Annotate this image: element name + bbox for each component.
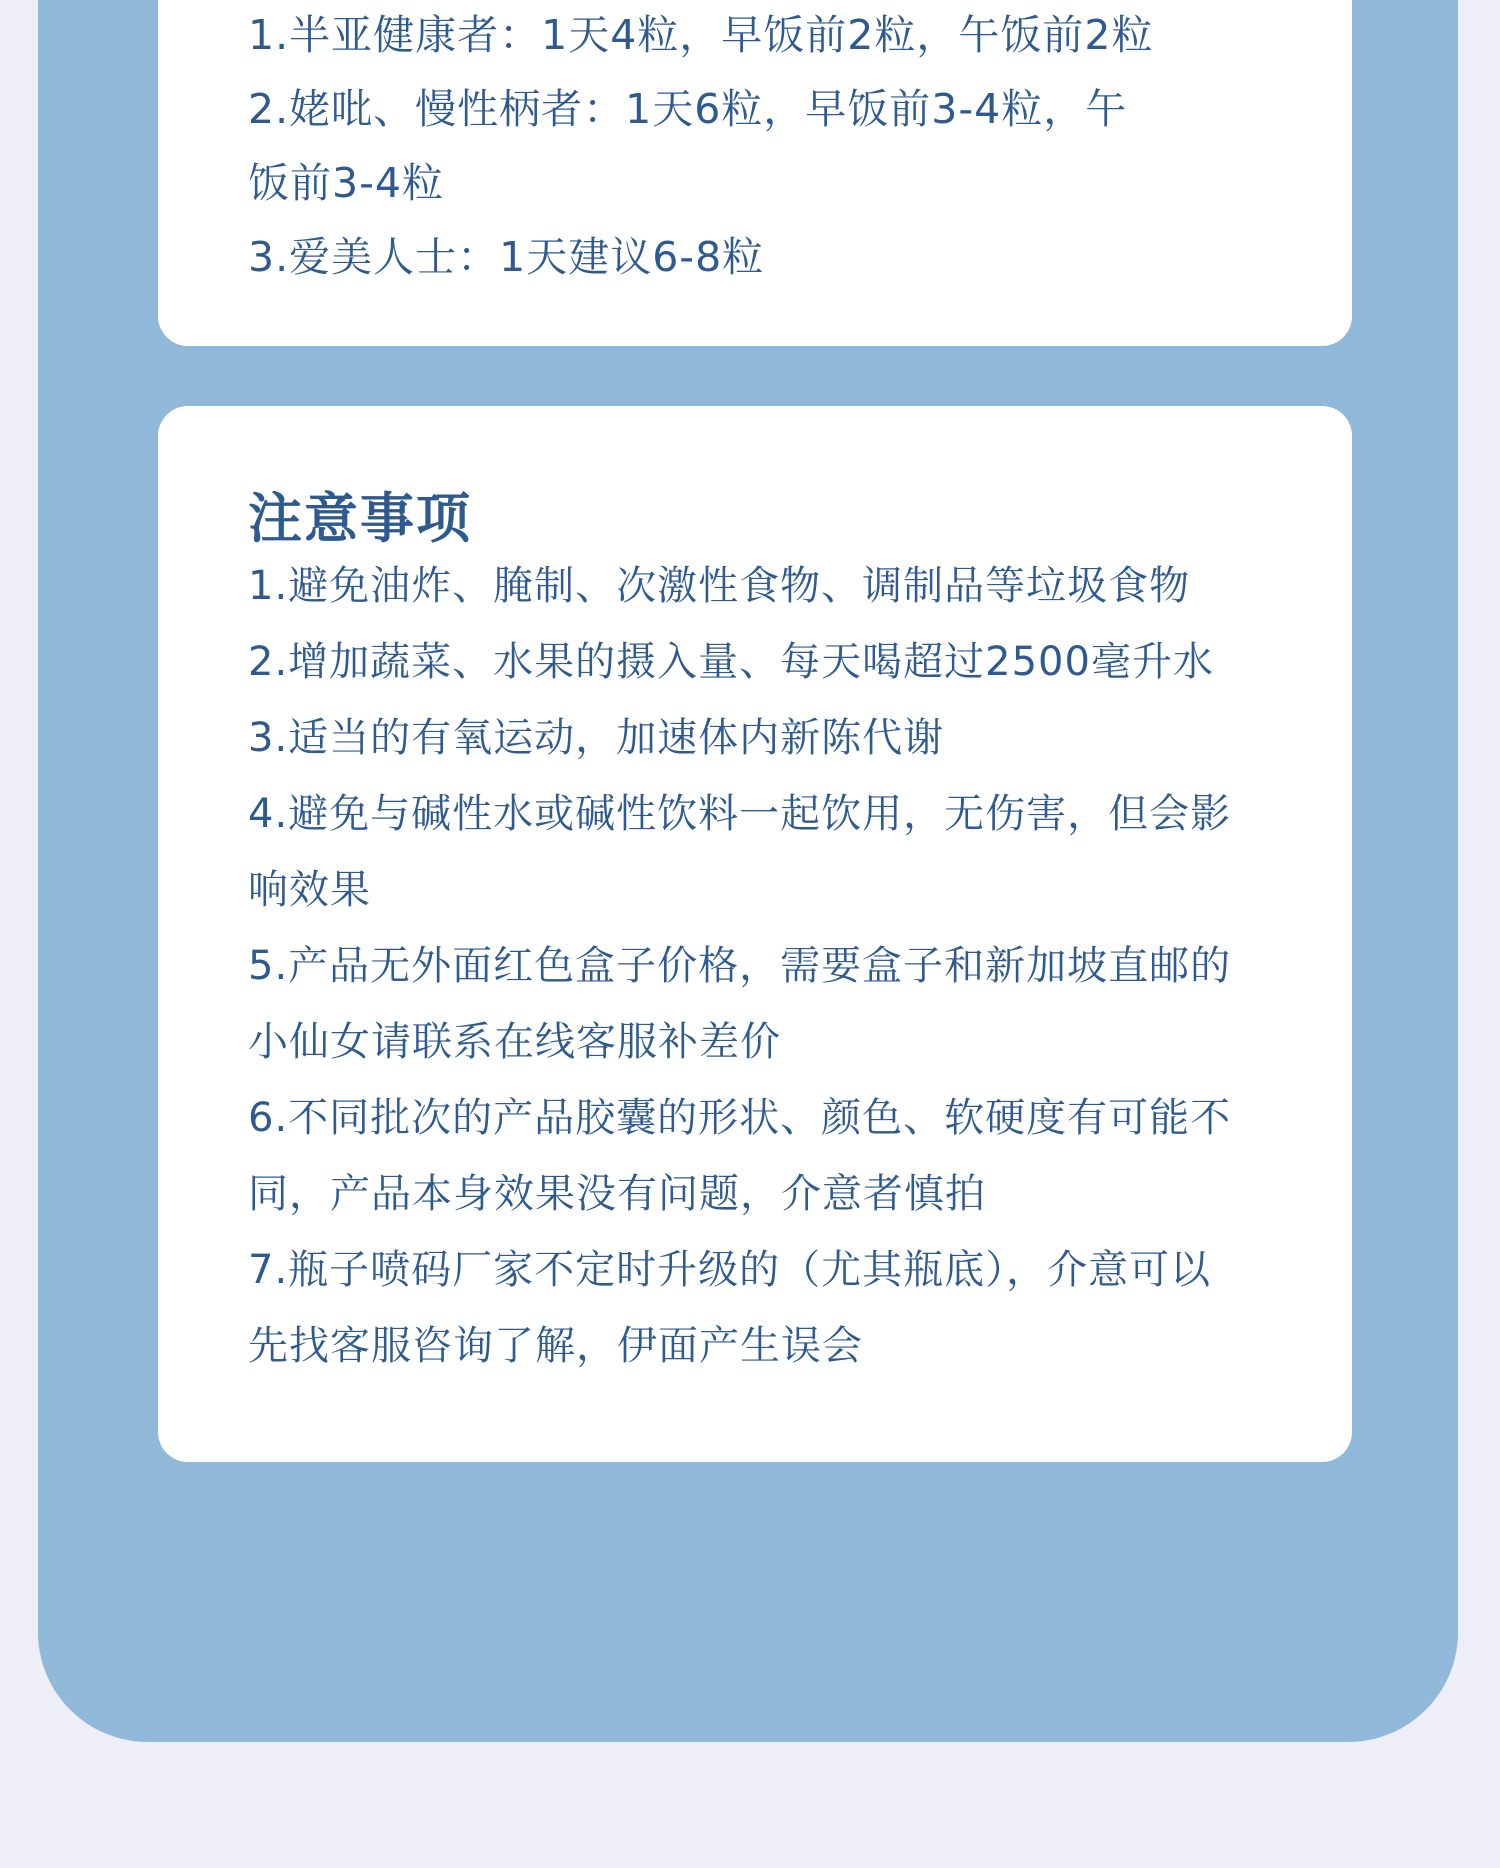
notes-title: 注意事项	[248, 487, 472, 550]
note-line: 4.避免与碱性水或碱性饮料一起饮用，无伤害，但会影	[248, 791, 1232, 837]
note-line: 2.增加蔬菜、水果的摄入量、每天喝超过2500毫升水	[248, 639, 1214, 685]
usage-line: 饭前3-4粒	[248, 159, 444, 207]
usage-list	[248, 0, 1308, 294]
notes-list	[248, 548, 1308, 1384]
usage-card	[158, 0, 1352, 346]
notes-card	[158, 406, 1352, 1462]
note-line: 同，产品本身效果没有问题，介意者慎拍	[248, 1171, 986, 1217]
usage-line: 2.姥吡、慢性柄者：1天6粒，早饭前3-4粒，午	[248, 85, 1128, 133]
note-line: 6.不同批次的产品胶囊的形状、颜色、软硬度有可能不	[248, 1095, 1232, 1141]
note-line: 7.瓶子喷码厂家不定时升级的（尤其瓶底），介意可以	[248, 1247, 1212, 1293]
note-line: 1.避免油炸、腌制、次激性食物、调制品等垃圾食物	[248, 563, 1191, 609]
usage-line: 3.爱美人士：1天建议6-8粒	[248, 233, 765, 281]
usage-line: 1.半亚健康者：1天4粒，早饭前2粒，午饭前2粒	[248, 11, 1154, 59]
note-line: 3.适当的有氧运动，加速体内新陈代谢	[248, 715, 945, 761]
note-line: 小仙女请联系在线客服补差价	[248, 1019, 781, 1065]
note-line: 5.产品无外面红色盒子价格，需要盒子和新加坡直邮的	[248, 943, 1232, 989]
note-line: 响效果	[248, 867, 371, 913]
note-line: 先找客服咨询了解，伊面产生误会	[248, 1323, 863, 1369]
